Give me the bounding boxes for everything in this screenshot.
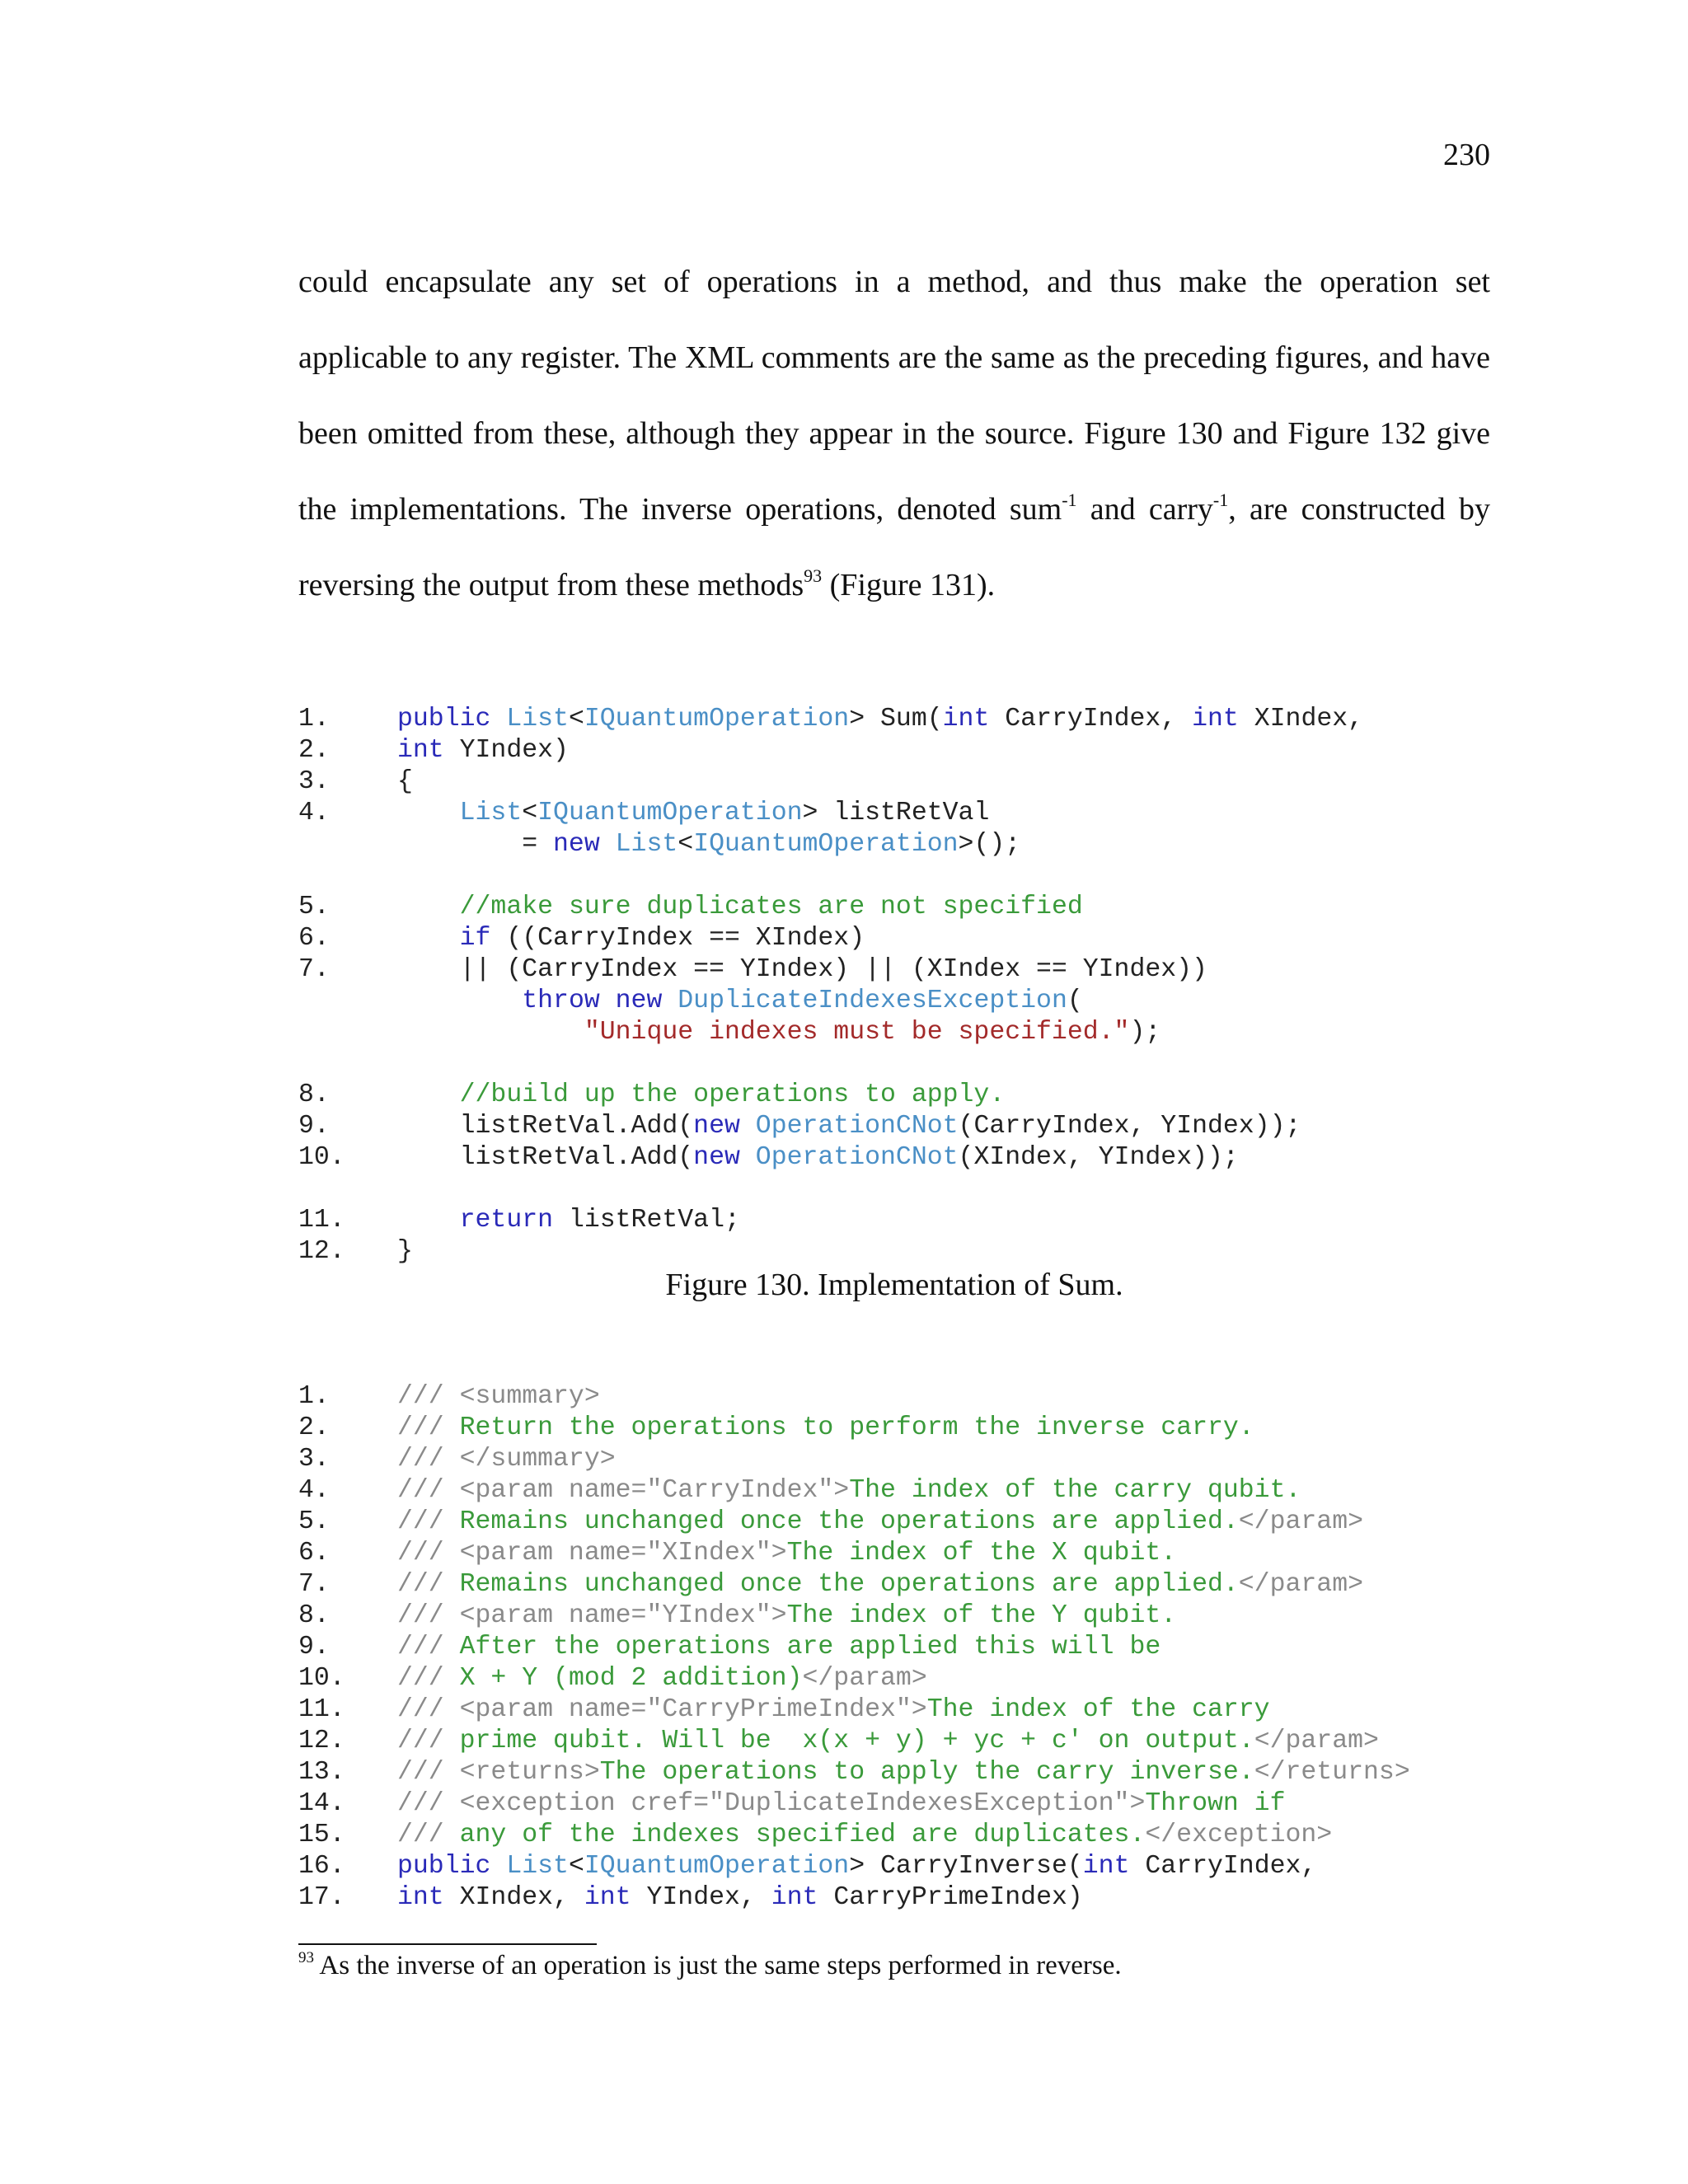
line-number: 2. [298,736,330,765]
paragraph-text-4: (Figure 131). [822,568,996,602]
line-number: 13. [298,1758,345,1787]
code-text: /// any of the indexes specified are duplicates.</exception> [397,1821,1333,1849]
code-line [298,829,1617,860]
code-text: //build up the operations to apply. [459,1080,1006,1109]
code-text: public List<IQuantumOperation> Sum(int CarryIndex, int XIndex, [397,705,1364,733]
code-text: = new List<IQuantumOperation>(); [397,830,1021,859]
code-line [298,1205,1617,1236]
line-number: 5. [298,1507,330,1536]
line-number: 10. [298,1664,345,1693]
footnote-separator [298,1943,597,1945]
line-number: 3. [298,767,330,796]
line-number: 11. [298,1206,345,1235]
paragraph-text-1: could encapsulate any set of operations in a method, and thus make the operation set applicable to any register. The XML comments are the same as the preceding figures, and have been omitted from these, although they appear in the source. Figure 130 and Figure 132 give the implementations. The inverse operations, denoted sum [298,265,1490,527]
code-text: /// Return the operations to perform the inverse carry. [397,1413,1254,1442]
code-text: || (CarryIndex == YIndex) || (XIndex == YIndex)) [397,955,1207,984]
code-text: /// <param name="CarryIndex">The index of the carry qubit. [397,1476,1301,1505]
code-line [298,704,1617,735]
code-text: listRetVal.Add(new OperationCNot(CarryIndex, YIndex)); [397,1112,1301,1141]
page-number: 230 [1443,138,1490,172]
code-text: return listRetVal; [459,1206,740,1235]
code-text: /// Remains unchanged once the operations are applied.</param> [397,1507,1364,1536]
paragraph-text-2: and carry [1076,492,1213,527]
code-text: //make sure duplicates are not specified [459,893,1083,921]
code-text: /// After the operations are applied this will be [397,1633,1161,1661]
footnote-number: 93 [298,1949,314,1966]
code-line [298,1080,1617,1111]
code-line [298,1851,1617,1882]
footnote-reference: 93 [804,565,823,587]
line-number: 17. [298,1883,345,1912]
line-number: 6. [298,924,330,953]
line-number: 9. [298,1633,330,1661]
code-line [298,735,1617,766]
code-line [298,1694,1617,1726]
line-number: 7. [298,955,330,984]
footnote [298,1951,1122,1981]
line-number: 5. [298,893,330,921]
code-text: } [397,1237,413,1266]
line-number: 15. [298,1821,345,1849]
line-number: 7. [298,1570,330,1599]
line-number: 9. [298,1112,330,1141]
paragraph-text-3: , are constructed by reversing the output from these methods [298,492,1490,602]
code-line [298,1569,1617,1601]
code-line [298,1601,1617,1632]
code-text: "Unique indexes must be specified."); [584,1018,1161,1047]
line-number: 12. [298,1237,345,1266]
line-number: 11. [298,1695,345,1724]
code-text: /// X + Y (mod 2 addition)</param> [397,1664,927,1693]
code-line [298,1111,1617,1142]
line-number: 10. [298,1143,345,1172]
line-number: 6. [298,1539,330,1568]
code-text: List<IQuantumOperation> listRetVal [459,799,990,827]
code-line [298,1632,1617,1663]
line-number: 8. [298,1080,330,1109]
code-line [298,1726,1617,1757]
figure-caption: Figure 130. Implementation of Sum. [665,1268,1123,1302]
code-line [298,1538,1617,1569]
code-line [298,1381,1617,1413]
code-text: /// <summary> [397,1382,600,1411]
code-line [298,1507,1617,1538]
line-number: 3. [298,1445,330,1474]
code-text: if ((CarryIndex == XIndex) [459,924,865,953]
code-listing-sum [298,704,1617,1268]
code-line [298,798,1617,829]
line-number: 1. [298,1382,330,1411]
code-text: /// <returns>The operations to apply the carry inverse.</returns> [397,1758,1410,1787]
code-text: public List<IQuantumOperation> CarryInverse(int CarryIndex, [397,1852,1317,1881]
code-text: int YIndex) [397,736,569,765]
code-line [298,1017,1617,1048]
line-number: 4. [298,1476,330,1505]
line-number: 8. [298,1601,330,1630]
code-listing-carry-inverse [298,1381,1617,1914]
body-paragraph [298,244,1490,623]
code-line [298,954,1617,986]
code-text: /// prime qubit. Will be x(x + y) + yc + c' on output.</param> [397,1727,1379,1755]
code-line [298,1788,1617,1820]
code-text: /// Remains unchanged once the operations are applied.</param> [397,1570,1364,1599]
code-text: /// <exception cref="DuplicateIndexesException">Thrown if [397,1789,1286,1818]
code-line [298,892,1617,923]
code-line [298,986,1617,1017]
code-text: int XIndex, int YIndex, int CarryPrimeIndex) [397,1883,1083,1912]
code-line [298,1444,1617,1475]
code-text: { [397,767,413,796]
code-line [298,1820,1617,1851]
code-line [298,923,1617,954]
footnote-text: As the inverse of an operation is just the same steps performed in reverse. [314,1951,1122,1980]
code-text: listRetVal.Add(new OperationCNot(XIndex, YIndex)); [397,1143,1239,1172]
code-line [298,1236,1617,1268]
code-line [298,1757,1617,1788]
line-number: 16. [298,1852,345,1881]
line-number: 12. [298,1727,345,1755]
code-line [298,1663,1617,1694]
line-number: 4. [298,799,330,827]
code-text: /// <param name="YIndex">The index of the Y qubit. [397,1601,1177,1630]
code-text: /// <param name="CarryPrimeIndex">The index of the carry [397,1695,1270,1724]
line-number: 1. [298,705,330,733]
code-line [298,1413,1617,1444]
superscript-inverse-sum: -1 [1062,490,1077,511]
code-line [298,1475,1617,1507]
code-line [298,1882,1617,1914]
code-line [298,766,1617,798]
code-text: throw new DuplicateIndexesException( [522,987,1083,1015]
line-number: 14. [298,1789,345,1818]
code-text: /// <param name="XIndex">The index of the X qubit. [397,1539,1177,1568]
line-number: 2. [298,1413,330,1442]
superscript-inverse-carry: -1 [1212,490,1229,511]
code-text: /// </summary> [397,1445,616,1474]
code-line [298,1142,1617,1174]
